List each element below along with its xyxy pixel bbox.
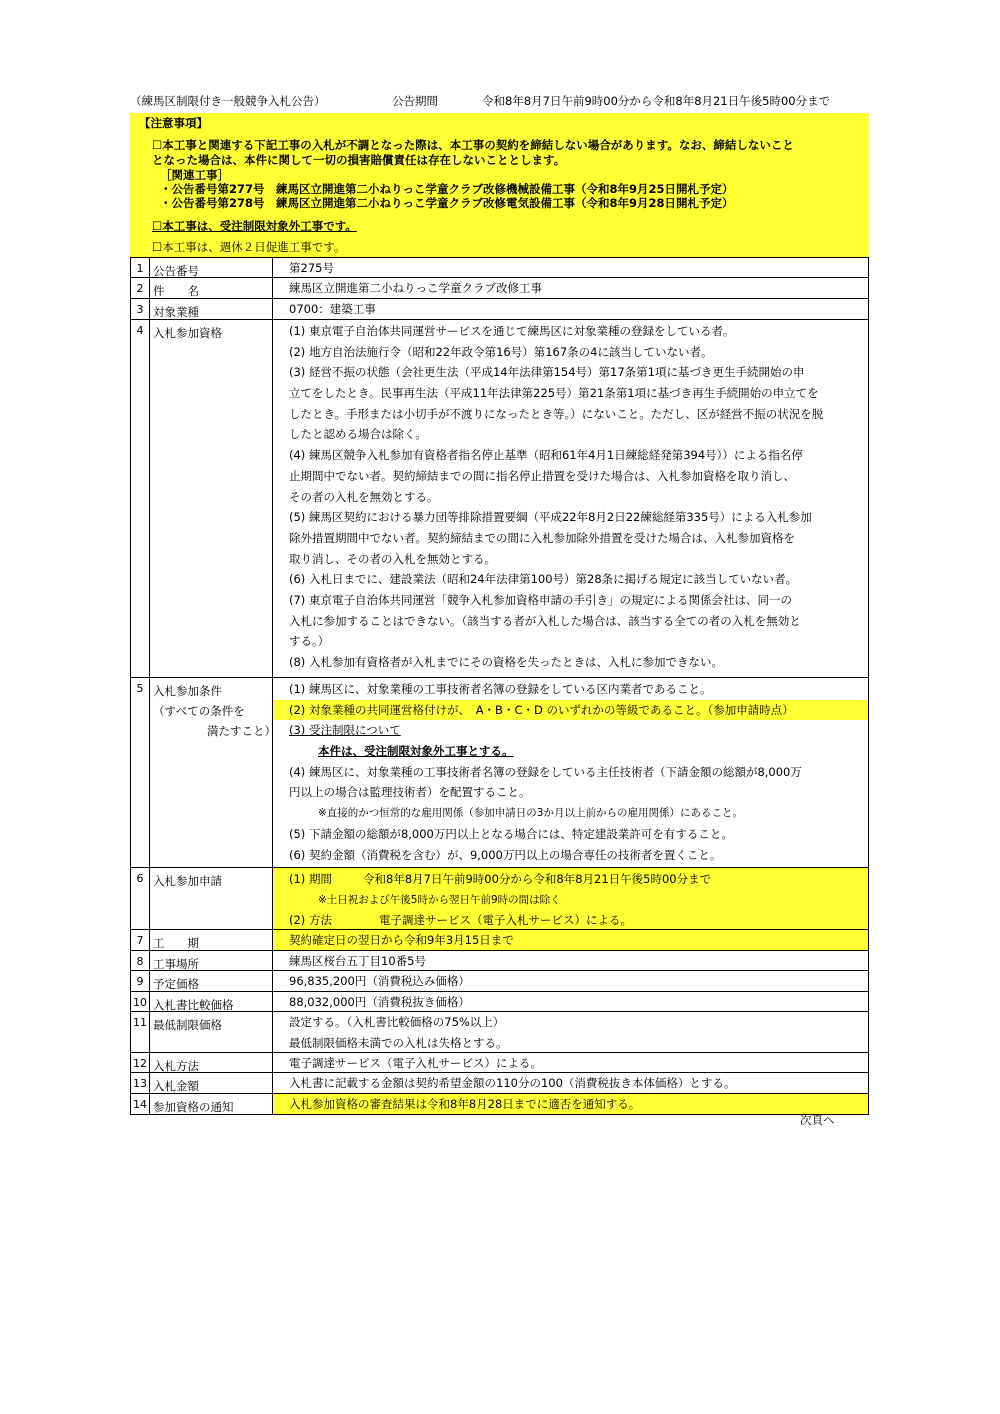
row-value: [273, 299, 868, 319]
value-line-note: ※直接的かつ恒常的な雇用関係（参加申請日の3か月以上前からの雇用関係）にあること。: [318, 807, 743, 820]
caution-line-2: となった場合は、本件に関して一切の損害賠償責任は存在しないこととします。: [152, 153, 566, 167]
value-line: (5) 練馬区契約における暴力団等排除措置要綱（平成22年8月2日22練総経第335号）による入札参加: [289, 510, 812, 525]
related-work-1: ・公告番号第277号 練馬区立開進第二小ねりっこ学童クラブ改修機械設備工事（令和8年9月25日開札予定）: [160, 182, 734, 196]
row-item: [150, 1094, 273, 1114]
caution-line-1: ☐本工事と関連する下記工事の入札が不調となった際は、本工事の契約を締結しない場合があります。なお、締結しないこと: [152, 138, 794, 152]
row-item: [150, 320, 273, 677]
table-row: [131, 1072, 868, 1093]
row-value: [273, 678, 868, 867]
related-work-2: ・公告番号第278号 練馬区立開進第二小ねりっこ学童クラブ改修電気設備工事（令和8年9月28日開札予定）: [160, 196, 734, 210]
item-label: 入札参加申請: [153, 874, 222, 888]
caution-heading: 【注意事項】: [139, 116, 208, 130]
row-value: [273, 1073, 868, 1093]
value-line: (3) 経営不振の状態（会社更生法（平成14年法律第154号）第17条第1項に基づき更生手続開始の申: [289, 365, 805, 380]
row-value: [273, 868, 868, 929]
item-label-note: 満たすこと）: [207, 724, 276, 738]
value-line: したとき。手形または小切手が不渡りになったとき等。）にないこと。ただし、区が経営不振の状況を脱: [289, 406, 824, 421]
value-line-highlight: (2) 対象業種の共同運営格付けが、 A・B・C・D のいずれかの等級であること。（参加申請時点）: [273, 700, 868, 721]
period-label: (1) 期間: [289, 872, 332, 886]
row-value: [273, 278, 868, 298]
table-row: [131, 970, 868, 991]
value-line: 練馬区桜台五丁目10番5号: [289, 954, 426, 968]
value-line: 96,835,200円（消費税込み価格）: [289, 974, 470, 988]
value-line: (4) 練馬区競争入札参加有資格者指名停止基準（昭和61年4月1日練総経発第394号））による指名停: [289, 448, 803, 463]
bid-table: [130, 257, 869, 1115]
row-number: 14: [131, 1094, 150, 1114]
table-row: [131, 277, 868, 298]
item-label: 入札参加資格: [153, 326, 222, 340]
value-line: (6) 契約金額（消費税を含む）が、9,000万円以上の場合専任の技術者を置くこと。: [289, 847, 722, 862]
item-label: 最低制限価格: [153, 1018, 222, 1032]
value-line-note: ※土日祝および午後5時から翌日午前9時の間は除く: [318, 893, 561, 906]
row-number: 3: [131, 299, 150, 319]
item-label: 入札金額: [153, 1079, 199, 1093]
value-line: (6) 入札日までに、建設業法（昭和24年法律第100号）第28条に掲げる規定に該当していない者。: [289, 572, 798, 587]
row-item: [150, 971, 273, 991]
row-number: 5: [131, 678, 150, 867]
table-row: [131, 950, 868, 970]
value-line: 88,032,000円（消費税抜き価格）: [289, 995, 470, 1009]
row-item: [150, 258, 273, 277]
value-line: 止期間中でない者。契約締結までの間に指名停止措置を受けた場合は、入札参加資格を取り消し、: [289, 468, 795, 483]
value-line: (1) 東京電子自治体共同運営サービスを通じて練馬区に対象業種の登録をしている者。: [289, 324, 735, 338]
row-value: [273, 320, 868, 677]
row-item: [150, 951, 273, 970]
row-item: [150, 1073, 273, 1093]
value-line: 0700：建築工事: [289, 302, 376, 316]
table-row: [131, 298, 868, 319]
row-value: [273, 1094, 868, 1114]
row-item: [150, 992, 273, 1011]
row-number: 2: [131, 278, 150, 298]
item-label-note: （すべての条件を: [153, 704, 245, 718]
value-line: したと認める場合は除く。: [289, 427, 427, 442]
table-row: [131, 257, 868, 277]
caution-box: [130, 113, 869, 257]
value-line-bold: 本件は、受注制限対象外工事とする。: [318, 744, 514, 759]
value-line: 入札に参加することはできない。（該当する者が入札した場合は、該当する全ての者の入札を無効と: [289, 613, 801, 628]
row-number: 1: [131, 258, 150, 277]
value-line: 立てをしたとき。民事再生法（平成11年法律第225号）第21条第1項に基づき再生手続開始の申立てを: [289, 386, 819, 401]
row-number: 7: [131, 930, 150, 950]
row-number: 4: [131, 320, 150, 677]
value-line: (5) 下請金額の総額が8,000万円以上となる場合には、特定建設業許可を有すること。: [289, 826, 733, 841]
value-line: (7) 東京電子自治体共同運営「競争入札参加資格申請の手引き」の規定による関係会社は、同一の: [289, 592, 792, 607]
item-label: 入札参加条件: [153, 684, 222, 698]
period-value: 令和8年8月7日午前9時00分から令和8年8月21日午後5時00分まで: [482, 94, 831, 108]
item-label: 対象業種: [153, 305, 199, 319]
value-line: 入札参加資格の審査結果は令和8年8月28日までに適否を通知する。: [289, 1097, 641, 1111]
value-line: (8) 入札参加有資格者が入札までにその資格を失ったときは、入札に参加できない。: [289, 655, 723, 669]
document-title: （練馬区制限付き一般競争入札公告）: [130, 94, 326, 108]
period-label: 公告期間: [392, 94, 438, 108]
row-value: [273, 951, 868, 970]
row-item: [150, 278, 273, 298]
table-row: [131, 929, 868, 950]
value-line: 契約確定日の翌日から令和9年3月15日まで: [289, 933, 514, 947]
table-row: [131, 319, 868, 677]
value-line: 入札書に記載する金額は契約希望金額の110分の100（消費税抜き本体価格）とする。: [289, 1076, 736, 1090]
value-line: その者の入札を無効とする。: [289, 489, 439, 504]
row-item: [150, 678, 276, 867]
row-number: 11: [131, 1012, 150, 1052]
row-number: 8: [131, 951, 150, 970]
item-label: 工 期: [153, 936, 199, 950]
row-number: 10: [131, 992, 150, 1011]
value-line: 設定する。（入札書比較価格の75%以上）: [289, 1015, 505, 1029]
table-row: [131, 1011, 868, 1052]
value-line: 円以上の場合は監理技術者）を配置すること。: [289, 785, 531, 800]
row-item: [150, 1053, 273, 1072]
value-line: 第275号: [289, 261, 334, 275]
row-item: [150, 299, 273, 319]
row-value: [273, 258, 868, 277]
value-line: (2) 地方自治法施行令（昭和22年政令第16号）第167条の4に該当していない者。: [289, 344, 713, 359]
table-row: [131, 1052, 868, 1072]
table-row: [131, 677, 868, 867]
value-line: 練馬区立開進第二小ねりっこ学童クラブ改修工事: [289, 281, 542, 295]
item-label: 入札方法: [153, 1059, 199, 1073]
related-heading: ［関連工事］: [160, 168, 229, 182]
row-item: [150, 930, 273, 950]
item-label: 参加資格の通知: [153, 1100, 234, 1114]
table-row: [131, 991, 868, 1011]
row-value: [273, 992, 868, 1011]
row-value: [273, 1053, 868, 1072]
value-line: (3) 受注制限について: [289, 723, 401, 738]
row-item: [150, 868, 273, 929]
item-label: 入札書比較価格: [153, 998, 234, 1012]
row-number: 9: [131, 971, 150, 991]
weekly-notice: ☐本工事は、週休２日促進工事です。: [152, 240, 346, 254]
row-item: [150, 1012, 273, 1052]
row-number: 12: [131, 1053, 150, 1072]
item-label: 予定価格: [153, 977, 199, 991]
value-line: 最低制限価格未満での入札は失格とする。: [289, 1035, 508, 1050]
row-number: 6: [131, 868, 150, 929]
value-line: 電子調達サービス（電子入札サービス）による。: [289, 1056, 542, 1070]
next-page-label: 次頁へ: [800, 1113, 835, 1127]
method-label: (2) 方法: [289, 913, 332, 928]
row-value: [273, 1012, 868, 1052]
period-value: 令和8年8月7日午前9時00分から令和8年8月21日午後5時00分まで: [363, 872, 712, 886]
row-value: [273, 971, 868, 991]
item-label: 公告番号: [153, 264, 199, 278]
item-label: 工事場所: [153, 957, 199, 971]
value-line: 除外措置期間中でない者。契約締結までの間に入札参加除外措置を受けた場合は、入札参加資格を: [289, 530, 795, 545]
item-label: 件 名: [153, 284, 199, 298]
row-number: 13: [131, 1073, 150, 1093]
value-line: (4) 練馬区に、対象業種の工事技術者名簿の登録をしている主任技術者（下請金額の総額が8,000万: [289, 764, 802, 779]
row-value: [273, 930, 868, 950]
value-line: 取り消し、その者の入札を無効とする。: [289, 551, 496, 566]
table-row: [131, 867, 868, 929]
method-value: 電子調達サービス（電子入札サービス）による。: [379, 913, 632, 928]
exempt-notice: ☐本工事は、受注制限対象外工事です。: [152, 219, 357, 233]
value-line: する。）: [289, 634, 330, 649]
value-line: (1) 練馬区に、対象業種の工事技術者名簿の登録をしている区内業者であること。: [289, 682, 712, 696]
table-row: [131, 1093, 868, 1114]
